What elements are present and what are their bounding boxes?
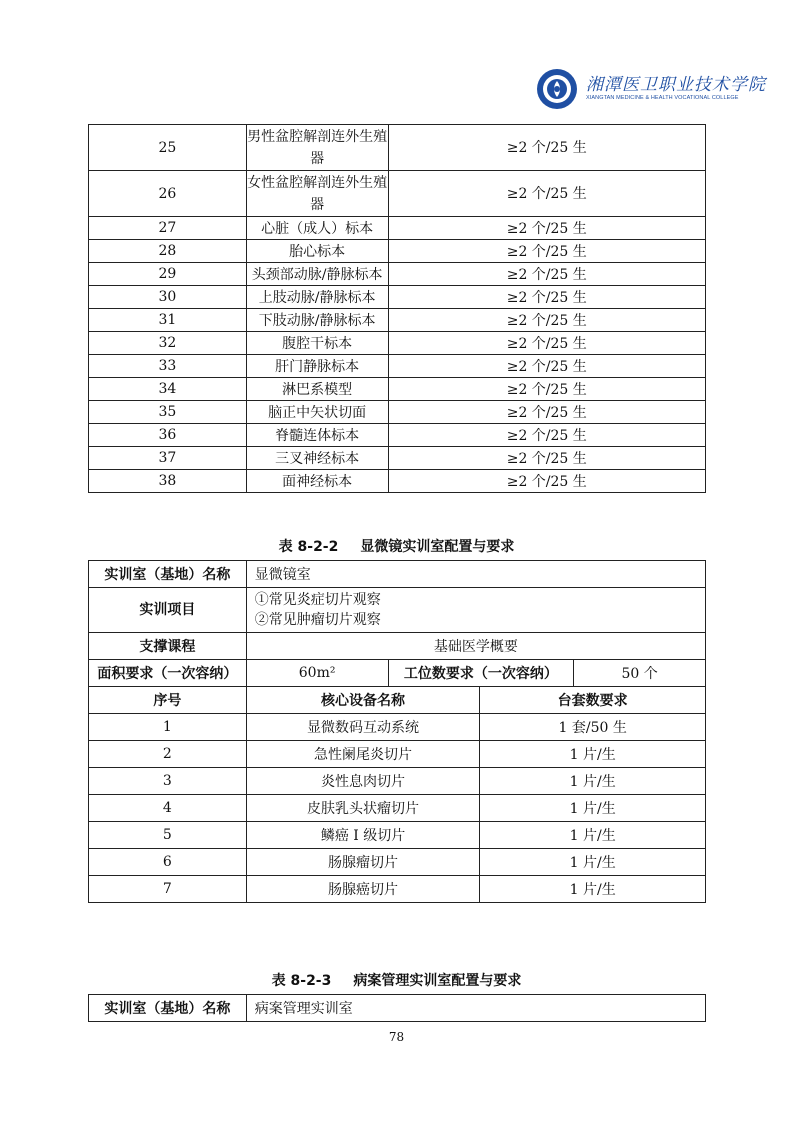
table-row xyxy=(89,714,706,741)
cell-no: 7 xyxy=(89,876,247,903)
cell-no: 27 xyxy=(89,217,247,240)
cell-name: 上肢动脉/静脉标本 xyxy=(246,286,388,309)
cell-req: ≥2 个/25 生 xyxy=(388,125,705,171)
stations-label: 工位数要求（一次容纳） xyxy=(388,660,574,687)
table-row xyxy=(89,286,706,309)
room-value: 显微镜室 xyxy=(246,561,705,588)
cell-req: 1 套/50 生 xyxy=(480,714,706,741)
cell-name: 肠腺癌切片 xyxy=(246,876,480,903)
cell-req: ≥2 个/25 生 xyxy=(388,378,705,401)
cell-no: 26 xyxy=(89,171,247,217)
table-row xyxy=(89,217,706,240)
page-number: 78 xyxy=(388,1030,405,1044)
col-header-name: 核心设备名称 xyxy=(246,687,480,714)
cell-req: 1 片/生 xyxy=(480,741,706,768)
microscope-lab-table xyxy=(88,560,706,903)
cell-no: 3 xyxy=(89,768,247,795)
cell-name: 面神经标本 xyxy=(246,470,388,493)
cell-name: 肠腺瘤切片 xyxy=(246,849,480,876)
room-row xyxy=(89,561,706,588)
cell-req: ≥2 个/25 生 xyxy=(388,217,705,240)
table-row xyxy=(89,125,706,171)
cell-no: 34 xyxy=(89,378,247,401)
project-row xyxy=(89,588,706,633)
project-item-1: ①常见炎症切片观察 xyxy=(254,592,381,608)
cell-name: 心脏（成人）标本 xyxy=(246,217,388,240)
college-name-cn: 湘潭医卫职业技术学院 xyxy=(586,75,766,95)
table-row xyxy=(89,768,706,795)
cell-name: 脊髓连体标本 xyxy=(246,424,388,447)
specimen-table-body xyxy=(89,125,706,493)
college-name-en: XIANGTAN MEDICINE & HEALTH VOCATIONAL COLLEGE xyxy=(586,95,739,101)
table-row xyxy=(89,401,706,424)
cell-req: ≥2 个/25 生 xyxy=(388,171,705,217)
cell-no: 38 xyxy=(89,470,247,493)
cell-req: ≥2 个/25 生 xyxy=(388,447,705,470)
cell-no: 33 xyxy=(89,355,247,378)
college-logo xyxy=(536,66,766,114)
cell-no: 35 xyxy=(89,401,247,424)
caption-title: 病案管理实训室配置与要求 xyxy=(353,973,522,989)
cell-no: 28 xyxy=(89,240,247,263)
cell-name: 淋巴系模型 xyxy=(246,378,388,401)
course-value: 基础医学概要 xyxy=(246,633,705,660)
table-row xyxy=(89,447,706,470)
cell-name: 显微数码互动系统 xyxy=(246,714,480,741)
cell-no: 1 xyxy=(89,714,247,741)
cell-name: 皮肤乳头状瘤切片 xyxy=(246,795,480,822)
caption-number: 表 8-2-3 xyxy=(271,973,332,989)
caption-title: 显微镜实训室配置与要求 xyxy=(360,539,515,555)
cell-name: 头颈部动脉/静脉标本 xyxy=(246,263,388,286)
room-value: 病案管理实训室 xyxy=(246,995,705,1022)
table-row xyxy=(89,263,706,286)
cell-req: ≥2 个/25 生 xyxy=(388,332,705,355)
cell-req: 1 片/生 xyxy=(480,849,706,876)
course-row xyxy=(89,633,706,660)
cell-name: 脑正中矢状切面 xyxy=(246,401,388,424)
area-value: 60m² xyxy=(246,660,388,687)
area-label: 面积要求（一次容纳） xyxy=(89,660,247,687)
equipment-table-body xyxy=(89,714,706,903)
cell-no: 36 xyxy=(89,424,247,447)
table-row xyxy=(89,822,706,849)
cell-req: 1 片/生 xyxy=(480,822,706,849)
cell-name: 腹腔干标本 xyxy=(246,332,388,355)
cell-no: 2 xyxy=(89,741,247,768)
college-emblem-icon xyxy=(536,68,578,110)
cell-req: ≥2 个/25 生 xyxy=(388,263,705,286)
cell-no: 29 xyxy=(89,263,247,286)
table-row xyxy=(89,876,706,903)
col-header-req: 台套数要求 xyxy=(480,687,706,714)
room-row xyxy=(89,995,706,1022)
table-row xyxy=(89,849,706,876)
cell-req: ≥2 个/25 生 xyxy=(388,401,705,424)
cell-no: 4 xyxy=(89,795,247,822)
table-row xyxy=(89,424,706,447)
table-caption-microscope xyxy=(0,536,793,556)
equipment-header-row xyxy=(89,687,706,714)
cell-name: 女性盆腔解剖连外生殖器 xyxy=(246,171,388,217)
specimen-table xyxy=(88,124,706,493)
cell-name: 胎心标本 xyxy=(246,240,388,263)
table-caption-records xyxy=(0,970,793,990)
cell-name: 炎性息肉切片 xyxy=(246,768,480,795)
cell-no: 5 xyxy=(89,822,247,849)
cell-name: 三叉神经标本 xyxy=(246,447,388,470)
table-row xyxy=(89,171,706,217)
cell-req: 1 片/生 xyxy=(480,876,706,903)
course-label: 支撑课程 xyxy=(89,633,247,660)
cell-req: ≥2 个/25 生 xyxy=(388,286,705,309)
capacity-row xyxy=(89,660,706,687)
cell-name: 肝门静脉标本 xyxy=(246,355,388,378)
cell-no: 6 xyxy=(89,849,247,876)
cell-name: 下肢动脉/静脉标本 xyxy=(246,309,388,332)
room-label: 实训室（基地）名称 xyxy=(89,561,247,588)
table-row xyxy=(89,470,706,493)
project-item-2: ②常见肿瘤切片观察 xyxy=(254,612,381,628)
cell-req: ≥2 个/25 生 xyxy=(388,355,705,378)
cell-no: 30 xyxy=(89,286,247,309)
cell-no: 32 xyxy=(89,332,247,355)
table-row xyxy=(89,795,706,822)
project-value xyxy=(246,588,705,633)
cell-no: 25 xyxy=(89,125,247,171)
table-row xyxy=(89,332,706,355)
cell-name: 鳞癌 I 级切片 xyxy=(246,822,480,849)
table-row xyxy=(89,309,706,332)
caption-number: 表 8-2-2 xyxy=(278,539,339,555)
cell-req: ≥2 个/25 生 xyxy=(388,309,705,332)
cell-req: ≥2 个/25 生 xyxy=(388,424,705,447)
room-label: 实训室（基地）名称 xyxy=(89,995,247,1022)
table-row xyxy=(89,355,706,378)
col-header-no: 序号 xyxy=(89,687,247,714)
cell-req: 1 片/生 xyxy=(480,768,706,795)
cell-req: 1 片/生 xyxy=(480,795,706,822)
cell-req: ≥2 个/25 生 xyxy=(388,470,705,493)
cell-req: ≥2 个/25 生 xyxy=(388,240,705,263)
records-lab-table xyxy=(88,994,706,1022)
table-row xyxy=(89,378,706,401)
stations-value: 50 个 xyxy=(574,660,706,687)
table-row xyxy=(89,240,706,263)
cell-no: 31 xyxy=(89,309,247,332)
cell-name: 急性阑尾炎切片 xyxy=(246,741,480,768)
cell-no: 37 xyxy=(89,447,247,470)
project-label: 实训项目 xyxy=(89,588,247,633)
table-row xyxy=(89,741,706,768)
cell-name: 男性盆腔解剖连外生殖器 xyxy=(246,125,388,171)
